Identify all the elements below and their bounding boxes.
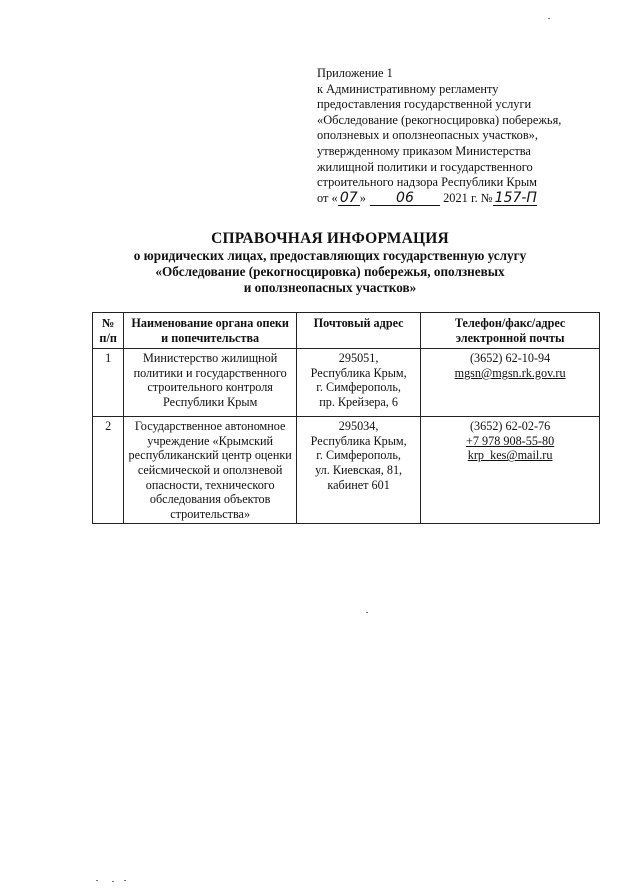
header-text: опеки и попечительства — [161, 316, 289, 345]
appendix-line: строительного надзора Республики Крым — [317, 175, 538, 190]
cell-text: обследования объектов — [149, 492, 271, 507]
phone-link[interactable]: +7 978 908-55-80 — [466, 433, 555, 448]
handwritten-day: 07 — [338, 191, 360, 206]
cell-contacts — [421, 349, 600, 417]
header-address — [297, 313, 421, 349]
title-line: о юридических лицах, предоставляющих государственную услугу — [133, 248, 527, 263]
scan-speck — [96, 880, 98, 881]
cell-text: ул. Киевская, 81, — [315, 462, 403, 477]
cell-text: г. Симферополь, — [316, 380, 401, 395]
table-row — [93, 417, 600, 524]
cell-number: 2 — [93, 417, 124, 524]
appendix-line: «Обследование (рекогносцировка) побережья, — [317, 112, 562, 127]
cell-text: сейсмической и оползневой — [137, 462, 283, 477]
cell-text: строительного контроля — [147, 380, 273, 395]
appendix-line: к Административному регламенту — [317, 81, 499, 96]
header-text: Почтовый адрес — [313, 316, 404, 330]
appendix-line: утвержденному приказом Министерства — [317, 143, 531, 158]
appendix-line: предоставления государственной услуги — [317, 97, 532, 112]
info-table — [92, 312, 600, 524]
handwritten-order-number: 157-П — [494, 189, 537, 206]
header-text: Наименование органа — [131, 316, 254, 330]
appendix-block — [317, 66, 607, 206]
header-text: № — [102, 316, 115, 330]
table-header-row — [93, 313, 600, 349]
cell-number: 1 — [93, 349, 124, 417]
date-mid: » — [359, 190, 366, 205]
email-link[interactable]: krp_kes@mail.ru — [467, 448, 553, 463]
cell-text: опасности, технического — [145, 477, 275, 492]
cell-text: учреждение «Крымский — [147, 433, 274, 448]
cell-text: кабинет 601 — [327, 477, 390, 492]
date-year: 2021 г. № — [443, 190, 493, 205]
cell-text: Государственное автономное — [134, 419, 286, 434]
handwritten-month: 06 — [370, 191, 440, 206]
phone-text: (3652) 62-10-94 — [470, 351, 551, 366]
header-text: электронной почты — [455, 330, 565, 345]
cell-text: политики и государственного — [133, 365, 287, 380]
appendix-line: жилищной политики и государственного — [317, 159, 533, 174]
cell-name — [124, 417, 297, 524]
cell-text: Министерство жилищной — [143, 351, 278, 366]
header-number — [93, 313, 124, 349]
table-row — [93, 349, 600, 417]
header-contacts — [421, 313, 600, 349]
scan-speck — [366, 612, 368, 613]
title-line: «Обследование (рекогносцировка) побережья, оползневых — [155, 264, 505, 280]
cell-text: Республика Крым, — [310, 365, 407, 380]
cell-address — [297, 349, 421, 417]
cell-contacts — [421, 417, 600, 524]
cell-text: 295051, — [338, 351, 379, 366]
scan-speck — [112, 881, 114, 882]
title-block — [60, 230, 600, 297]
cell-text: Республики Крым — [162, 394, 258, 409]
cell-text: Республика Крым, — [310, 433, 407, 448]
date-prefix: от « — [317, 190, 338, 205]
cell-text: пр. Крейзера, 6 — [319, 394, 398, 409]
title-line: и оползнеопасных участков» — [243, 280, 417, 296]
appendix-line: Приложение 1 — [317, 66, 393, 80]
header-name — [124, 313, 297, 349]
cell-text: республиканский центр оценки — [128, 448, 292, 463]
header-text: Телефон/факс/адрес — [454, 316, 566, 330]
page-title: СПРАВОЧНАЯ ИНФОРМАЦИЯ — [211, 230, 449, 247]
phone-text: (3652) 62-02-76 — [470, 419, 551, 434]
scan-speck — [548, 18, 550, 19]
cell-address — [297, 417, 421, 524]
cell-name — [124, 349, 297, 417]
header-text: п/п — [99, 330, 117, 345]
order-date-line — [317, 191, 607, 207]
appendix-line: оползневых и оползнеопасных участков», — [317, 128, 538, 143]
cell-text: 295034, — [338, 419, 379, 434]
email-link[interactable]: mgsn@mgsn.rk.gov.ru — [454, 365, 566, 380]
cell-text: г. Симферополь, — [316, 448, 401, 463]
cell-text: строительства» — [170, 506, 251, 521]
scan-speck — [124, 880, 126, 881]
